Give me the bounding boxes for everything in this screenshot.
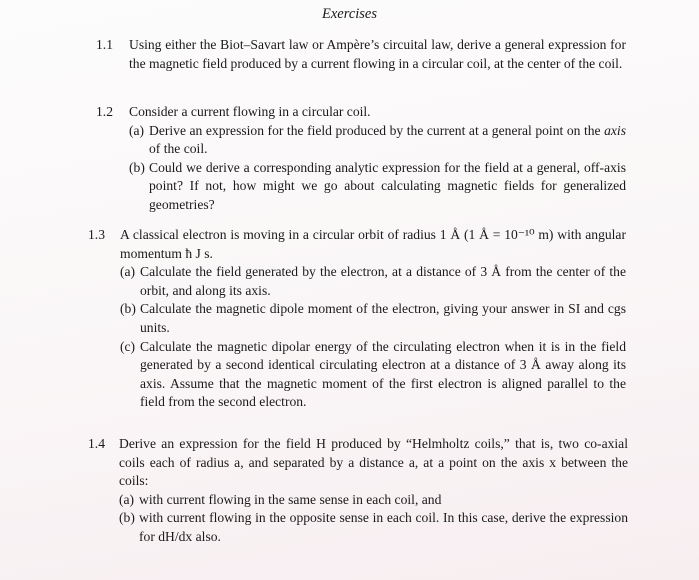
page-title: Exercises: [321, 6, 378, 22]
exercise-text: Consider a current flowing in a circular coil.: [129, 104, 371, 119]
part-emphasis: axis: [604, 122, 626, 138]
exercise-text: Using either the Biot–Savart law or Ampère’s circuital law, derive a general expression for the magnetic field produced by a current flowing in a circular coil, at the center of the coil.: [129, 37, 626, 71]
part-label: (c): [120, 338, 136, 354]
exercise-number: 1.1: [96, 37, 113, 52]
exercise-number: 1.4: [88, 436, 105, 451]
exercise-number: 1.3: [88, 227, 105, 242]
part-text: Calculate the magnetic dipole moment of the electron, giving your answer in SI and cgs units.: [140, 301, 626, 335]
part-text: with current flowing in the opposite sense in each coil. In this case, derive the expression for dH/dx also.: [139, 510, 628, 544]
part-label: (b): [119, 510, 135, 526]
exercise-part-a: [119, 491, 628, 510]
exercise-number: 1.2: [96, 104, 113, 119]
exercise-text: A classical electron is moving in a circular orbit of radius 1 Å (1 Å = 10⁻¹⁰ m) with angular momentum ħ J s.: [120, 227, 626, 261]
part-label: (a): [119, 491, 135, 507]
exercise-part-b: [120, 300, 626, 337]
part-text: Calculate the magnetic dipolar energy of the circulating electron when it is in the field generated by a second identical circulating electron at a distance of 3 Å away along its axis. Assume that the magnetic moment of the first electron is aligned parallel to the field from the second electron.: [140, 338, 626, 410]
exercise-part-a: [129, 122, 626, 159]
exercise-part-a: [120, 263, 626, 300]
exercise-part-b: [119, 509, 628, 546]
part-text: Could we derive a corresponding analytic expression for the field at a general, off-axis point? If not, how might we go about calculating magnetic fields for generalized geometries?: [149, 159, 626, 212]
part-text: with current flowing in the same sense in each coil, and: [139, 491, 442, 507]
part-label: (a): [129, 122, 145, 138]
exercise-part-c: [120, 338, 626, 412]
exercise-text: Derive an expression for the field H produced by “Helmholtz coils,” that is, two co-axial coils each of radius a, and separated by a distance a, at a point on the axis x between the coils:: [119, 436, 628, 489]
part-label: (a): [120, 264, 136, 280]
part-label: (b): [129, 159, 145, 175]
part-text-end: of the coil.: [149, 141, 208, 157]
part-label: (b): [120, 301, 136, 317]
exercise-part-b: [129, 159, 626, 215]
part-text: Calculate the field generated by the electron, at a distance of 3 Å from the center of the orbit, and along its axis.: [140, 264, 626, 298]
part-text: Derive an expression for the field produced by the current at a general point on the: [149, 122, 605, 138]
